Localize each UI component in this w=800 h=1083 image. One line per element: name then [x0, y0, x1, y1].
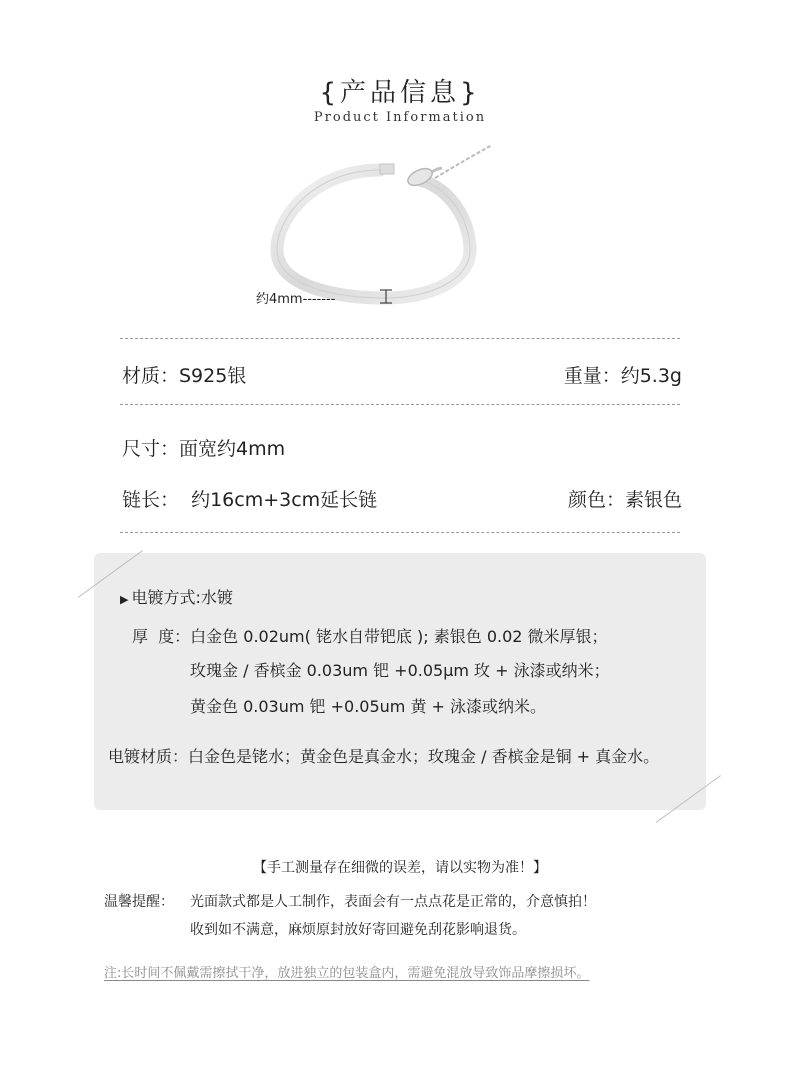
reminder-line2: 收到如不满意，麻烦原封放好寄回避免刮花影响退货。 [190, 922, 526, 938]
plating-thickness-line1: 厚 度：白金色 0.02um( 铑水自带钯底 ); 素银色 0.02 微米厚银； [132, 627, 608, 646]
reminder-line1: 光面款式都是人工制作，表面会有一点点花是正常的，介意慎拍！ [190, 894, 596, 910]
page-title: {产品信息} [319, 78, 481, 108]
spec-size: 尺寸：面宽约4mm [122, 438, 286, 460]
reminder-label: 温馨提醒： [104, 894, 174, 910]
spec-chain-length: 链长： 约16cm+3cm延长链 [122, 489, 378, 511]
care-note: 注:长时间不佩戴需擦拭干净，放进独立的包装盒内，需避免混放导致饰品摩擦损坏。 [104, 966, 590, 981]
spec-color: 颜色：素银色 [567, 489, 682, 511]
measurement-notice: 【手工测量存在细微的误差，请以实物为准！】 [253, 860, 547, 876]
divider-line [120, 532, 680, 533]
plating-thickness-line2: 玫瑰金 / 香槟金 0.03um 钯 +0.05μm 玫 + 泳漆或纳米； [190, 661, 610, 680]
divider-line [120, 404, 680, 405]
spec-weight: 重量：约5.3g [563, 365, 682, 387]
triangle-bullet-icon: ▶ [120, 593, 129, 606]
spec-material: 材质：S925银 [122, 365, 247, 387]
plating-thickness-line3: 黄金色 0.03um 钯 +0.05um 黄 + 泳漆或纳米。 [190, 697, 547, 716]
plating-heading [120, 585, 233, 608]
width-marker-label: 约4mm------- [256, 292, 336, 307]
page-subtitle: Product Information [313, 110, 487, 125]
divider-line [120, 338, 680, 339]
plating-heading-text: 电镀方式:水镀 [131, 588, 233, 607]
plating-material-line: 电镀材质：白金色是铑水；黄金色是真金水；玫瑰金 / 香槟金是铜 + 真金水。 [108, 747, 660, 766]
